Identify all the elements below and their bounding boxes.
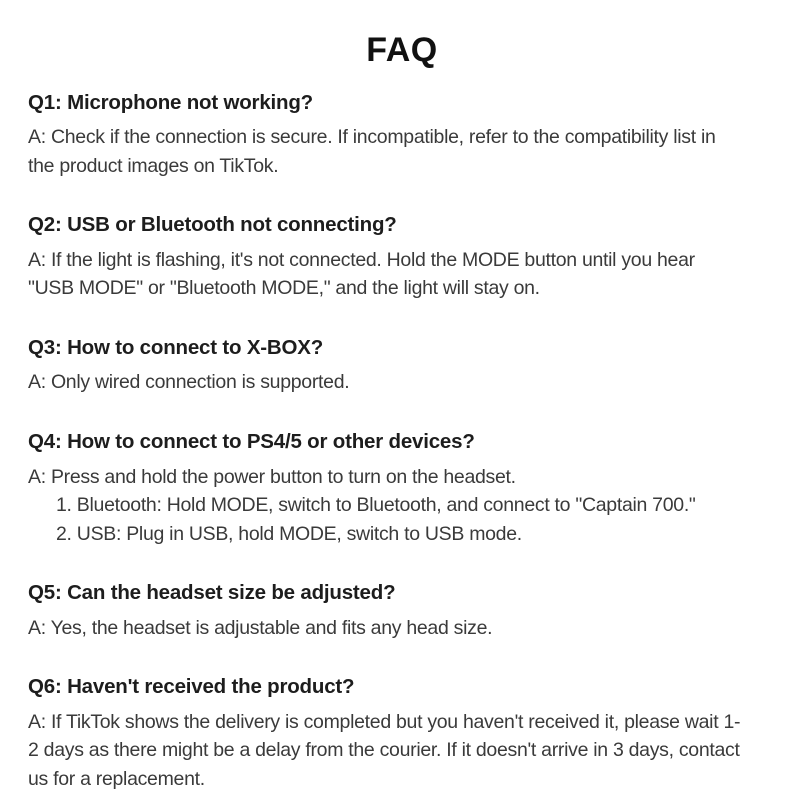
faq-item-q5 — [28, 581, 776, 642]
answer-line: us for a replacement. — [28, 767, 205, 790]
faq-item-q1 — [28, 91, 776, 181]
answer-line: 2 days as there might be a delay from the courier. If it doesn't arrive in 3 days, contact — [28, 739, 740, 762]
answer-line: A: If the light is flashing, it's not connected. Hold the MODE button until you hear — [28, 248, 695, 271]
question-text: Q4: How to connect to PS4/5 or other devices? — [28, 429, 475, 453]
answer-line: A: If TikTok shows the delivery is completed but you haven't received it, please wait 1- — [28, 710, 741, 733]
faq-item-q6 — [28, 675, 776, 793]
answer-line: A: Press and hold the power button to turn on the headset. — [28, 465, 516, 488]
faq-item-q3 — [28, 336, 776, 397]
answer-line: A: Check if the connection is secure. If incompatible, refer to the compatibility list in — [28, 126, 716, 149]
faq-item-q4 — [28, 430, 776, 548]
answer-line: A: Only wired connection is supported. — [28, 371, 350, 394]
question-text: Q1: Microphone not working? — [28, 90, 314, 114]
answer-step-line: 1. Bluetooth: Hold MODE, switch to Bluetooth, and connect to "Captain 700." — [56, 494, 696, 517]
faq-item-q2 — [28, 213, 776, 303]
answer-line: A: Yes, the headset is adjustable and fits any head size. — [28, 616, 493, 639]
answer-line: "USB MODE" or "Bluetooth MODE," and the light will stay on. — [28, 277, 540, 300]
question-text: Q2: USB or Bluetooth not connecting? — [28, 213, 397, 237]
question-text: Q5: Can the headset size be adjusted? — [28, 581, 396, 605]
answer-step-line: 2. USB: Plug in USB, hold MODE, switch to USB mode. — [56, 522, 522, 545]
question-text: Q6: Haven't received the product? — [28, 675, 355, 699]
question-text: Q3: How to connect to X-BOX? — [28, 335, 324, 359]
answer-line: the product images on TikTok. — [28, 154, 279, 177]
page-title: FAQ — [366, 31, 438, 69]
